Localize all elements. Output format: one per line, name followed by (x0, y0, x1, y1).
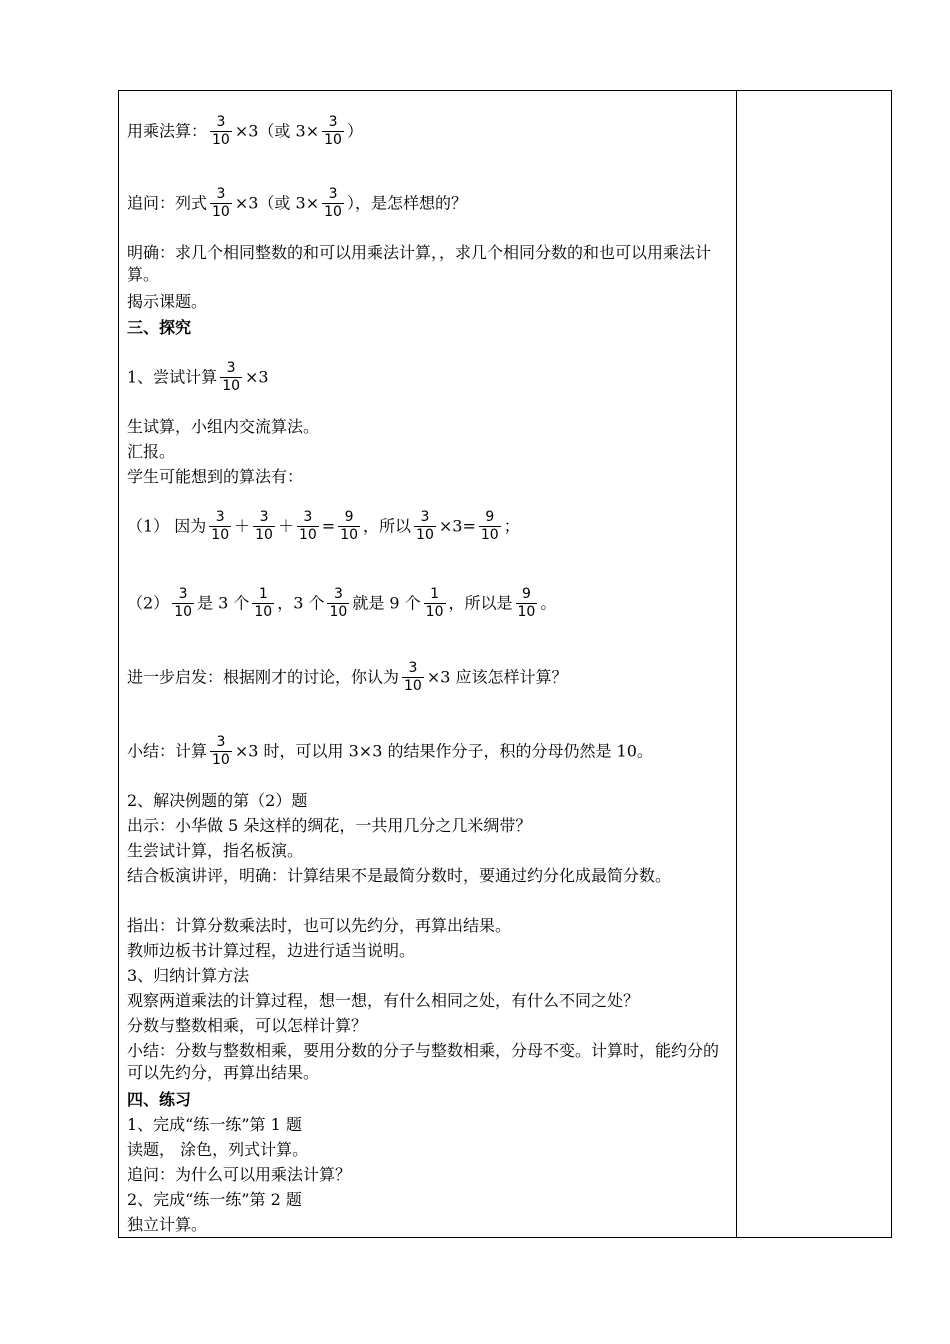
reveal-topic-line: 揭示课题。 (127, 292, 208, 311)
text: 进一步启发：根据刚才的讨论，你认为 (127, 667, 400, 687)
clarify-paragraph: 明确：求几个相同整数的和可以用乘法计算，，求几个相同分数的和也可以用乘法计算。 (127, 243, 712, 284)
how-calc-line: 分数与整数相乘，可以怎样计算？ (127, 1016, 368, 1035)
text: = (321, 516, 336, 536)
fraction: $\frac{3}{10}$ (222, 360, 241, 394)
summary-paragraph: 小结：分数与整数相乘，要用分数的分子与整数相乘，分母不变。计算时，能约分的可以先约分，再算出结果。 (127, 1041, 720, 1082)
fraction: $\frac{9}{10}$ (340, 509, 359, 543)
method-two-line (127, 583, 556, 623)
fraction: $\frac{3}{10}$ (298, 509, 317, 543)
section-heading-practice: 四、练习 (127, 1090, 192, 1109)
lesson-table (118, 90, 892, 1238)
teacher-writes-line: 教师边板书计算过程，边进行适当说明。 (127, 941, 416, 960)
fraction: $\frac{3}{10}$ (212, 734, 230, 768)
text: ，所以 (363, 516, 412, 536)
text: ＋ (234, 516, 251, 536)
notes-cell (737, 91, 891, 1237)
independent-line: 独立计算。 (127, 1215, 208, 1234)
text: ，3 个 (277, 593, 325, 613)
further-prompt-line (127, 657, 568, 697)
read-color-line: 读题， 涂色，列式计算。 (127, 1140, 309, 1159)
text: ＋ (277, 516, 294, 536)
fraction: $\frac{3}{10}$ (324, 186, 342, 220)
example-part-two-line: 2、解决例题的第（2）题 (127, 791, 308, 810)
fraction: $\frac{3}{10}$ (212, 186, 230, 220)
report-line: 汇报。 (127, 442, 176, 461)
fraction: $\frac{3}{10}$ (211, 509, 230, 543)
fraction: $\frac{9}{10}$ (480, 509, 499, 543)
fraction: $\frac{1}{10}$ (425, 586, 444, 620)
fraction: $\frac{3}{10}$ (212, 114, 230, 148)
fraction: $\frac{3}{10}$ (329, 586, 348, 620)
observe-line: 观察两道乘法的计算过程，想一想，有什么相同之处，有什么不同之处？ (127, 991, 640, 1010)
fraction: $\frac{3}{10}$ (255, 509, 273, 543)
fraction: $\frac{3}{10}$ (324, 114, 342, 148)
text: ） (346, 121, 363, 141)
text: ×3 (245, 367, 269, 387)
method-one-line (127, 506, 520, 546)
point-out-line: 指出：计算分数乘法时，也可以先约分，再算出结果。 (127, 916, 512, 935)
text: ×3（或 3× (234, 193, 320, 213)
text: ×3（或 3× (234, 121, 320, 141)
practice-two-line: 2、完成“练一练”第 2 题 (127, 1190, 302, 1209)
text: 是 3 个 (197, 593, 250, 613)
text: ； (503, 516, 520, 536)
text: 1、尝试计算 (127, 367, 218, 387)
board-demo-line: 生尝试计算，指名板演。 (127, 841, 304, 860)
practice-one-line: 1、完成“练一练”第 1 题 (127, 1115, 302, 1134)
fraction: $\frac{3}{10}$ (404, 660, 422, 694)
text: ，所以是 (448, 593, 513, 613)
fraction: $\frac{3}{10}$ (416, 509, 434, 543)
multiply-method-line (127, 111, 363, 151)
text: （2） (127, 593, 170, 613)
text: ×3 应该怎样计算？ (426, 667, 568, 687)
text: ×3= (438, 516, 476, 536)
follow-up-question-line (127, 183, 467, 223)
fraction: $\frac{3}{10}$ (174, 586, 193, 620)
text: 追问：列式 (127, 193, 208, 213)
text: 。 (540, 593, 557, 613)
text: 用乘法算： (127, 121, 208, 141)
trial-line: 生试算，小组内交流算法。 (127, 417, 320, 436)
try-calculate-line (127, 357, 269, 397)
review-paragraph: 结合板演讲评，明确：计算结果不是最简分数时，要通过约分化成最简分数。 (127, 866, 672, 885)
section-heading-explore: 三、探究 (127, 318, 192, 337)
text: 就是 9 个 (352, 593, 421, 613)
text: 小结：计算 (127, 741, 208, 761)
show-problem-line: 出示：小华做 5 朵这样的绸花，一共用几分之几米绸带？ (127, 816, 532, 835)
fraction: $\frac{1}{10}$ (254, 586, 273, 620)
text: ×3 时，可以用 3×3 的结果作分子，积的分母仍然是 10。 (234, 741, 653, 761)
fraction: $\frac{9}{10}$ (517, 586, 536, 620)
why-multiply-line: 追问：为什么可以用乘法计算？ (127, 1165, 352, 1184)
text: ），是怎样想的？ (346, 193, 467, 213)
text: （1） 因为 (127, 516, 207, 536)
methods-intro-line: 学生可能想到的算法有： (127, 467, 304, 486)
summarize-method-line: 3、归纳计算方法 (127, 966, 250, 985)
summary-line (127, 731, 653, 771)
